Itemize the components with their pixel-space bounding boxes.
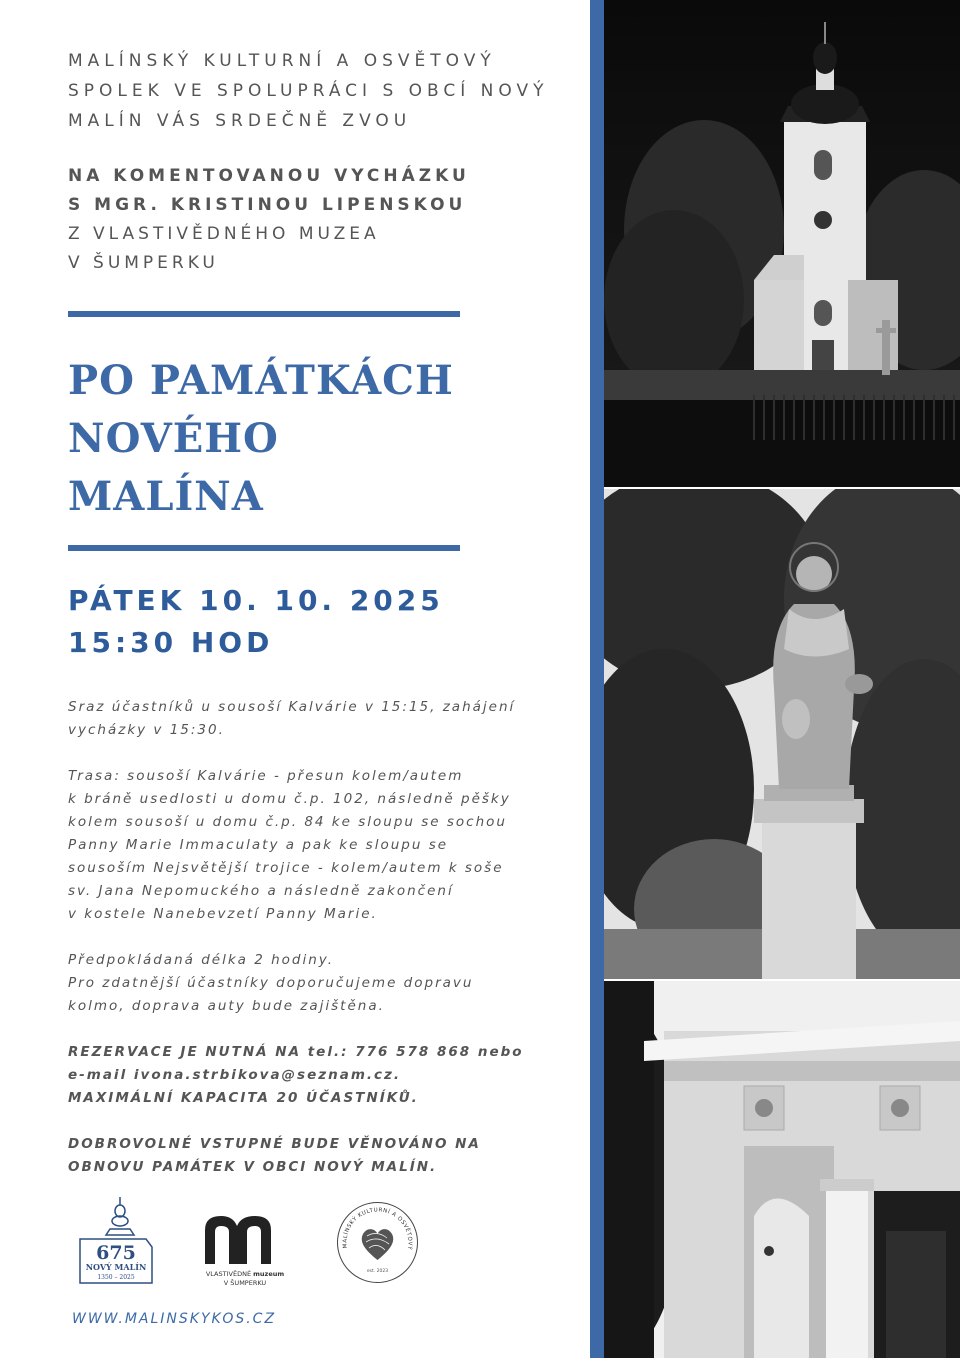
vlastivedne-muzeum-logo — [195, 1210, 295, 1290]
donation-paragraph — [68, 1133, 548, 1179]
event-time: 15:30 HOD — [68, 626, 274, 659]
blue-vertical-band — [590, 0, 604, 1358]
title-line: NOVÉHO — [68, 415, 279, 462]
reservation-paragraph — [68, 1041, 548, 1110]
top-divider-rule — [68, 311, 460, 317]
donation-line: OBNOVU PAMÁTEK V OBCI NOVÝ MALÍN. — [68, 1159, 438, 1175]
intro-line: MALÍNSKÝ KULTURNÍ A OSVĚTOVÝ — [68, 51, 496, 71]
route-line: Panny Marie Immaculaty a pak ke sloupu se — [68, 837, 449, 853]
chapel-gate-photo — [604, 981, 960, 1358]
invite-line: V ŠUMPERKU — [68, 253, 219, 273]
invite-line: Z VLASTIVĚDNÉHO MUZEA — [68, 224, 380, 244]
muzeum-line2: V ŠUMPERKU — [223, 1279, 267, 1287]
stamp-est: est. 2023 — [366, 1269, 389, 1274]
route-line: k bráně usedlosti u domu č.p. 102, následně pěšky — [68, 791, 511, 807]
event-datetime — [68, 580, 444, 664]
event-date: PÁTEK 10. 10. 2025 — [68, 584, 444, 617]
bottom-divider-rule — [68, 545, 460, 551]
route-line: sousoším Nejsvětější trojice - kolem/autem k soše — [68, 860, 504, 876]
route-line: sv. Jana Nepomuckého a následně zakončení — [68, 883, 454, 899]
event-details — [68, 696, 548, 1202]
reservation-line: MAXIMÁLNÍ KAPACITA 20 ÚČASTNÍKŮ. — [68, 1090, 419, 1106]
muzeum-word: muzeum — [253, 1270, 285, 1278]
statue-photo — [604, 489, 960, 979]
intro-line: SPOLEK VE SPOLUPRÁCI S OBCÍ NOVÝ — [68, 81, 549, 101]
logo-number: 675 — [96, 1242, 136, 1264]
spolek-stamp-logo — [335, 1200, 420, 1285]
intro-line: MALÍN VÁS SRDEČNĚ ZVOU — [68, 111, 412, 131]
logo-years: 1350 – 2025 — [97, 1274, 135, 1281]
invite-line: NA KOMENTOVANOU VYCHÁZKU — [68, 166, 470, 186]
title-line: PO PAMÁTKÁCH — [68, 357, 454, 404]
logo-name: NOVÝ MALÍN — [85, 1262, 147, 1272]
meeting-paragraph: Sraz účastníků u sousoší Kalvárie v 15:15, zahájení vycházky v 15:30. — [68, 699, 516, 738]
reservation-line: e-mail ivona.strbikova@seznam.cz. — [68, 1067, 402, 1083]
reservation-line: REZERVACE JE NUTNÁ NA tel.: 776 578 868 nebo — [68, 1044, 524, 1060]
website-link[interactable]: WWW.MALINSKYKOS.CZ — [72, 1311, 277, 1327]
duration-line: Předpokládaná délka 2 hodiny. — [68, 952, 335, 968]
duration-paragraph — [68, 949, 548, 1018]
novy-malin-675-logo — [76, 1195, 156, 1285]
donation-line: DOBROVOLNÉ VSTUPNÉ BUDE VĚNOVÁNO NA — [68, 1136, 481, 1152]
duration-line: kolmo, doprava auty bude zajištěna. — [68, 998, 385, 1014]
route-line: kolem sousoší u domu č.p. 84 ke sloupu se sochou — [68, 814, 507, 830]
svg-text:VLASTIVĚDNÉ muzeum — [206, 1269, 285, 1278]
church-photo — [604, 0, 960, 487]
stamp-ring-text: MALÍNSKÝ KULTURNÍ A OSVĚTOVÝ — [342, 1207, 413, 1251]
route-paragraph — [68, 765, 548, 926]
invitation-text — [68, 162, 578, 278]
invite-line: S MGR. KRISTINOU LIPENSKOU — [68, 195, 467, 215]
route-line: Trasa: sousoší Kalvárie - přesun kolem/autem — [68, 768, 464, 784]
organizer-intro — [68, 46, 578, 136]
event-title — [68, 352, 548, 526]
title-line: MALÍNA — [68, 473, 264, 520]
duration-line: Pro zdatnější účastníky doporučujeme dopravu — [68, 975, 474, 991]
route-line: v kostele Nanebevzetí Panny Marie. — [68, 906, 378, 922]
muzeum-line1: VLASTIVĚDNÉ — [205, 1270, 252, 1278]
